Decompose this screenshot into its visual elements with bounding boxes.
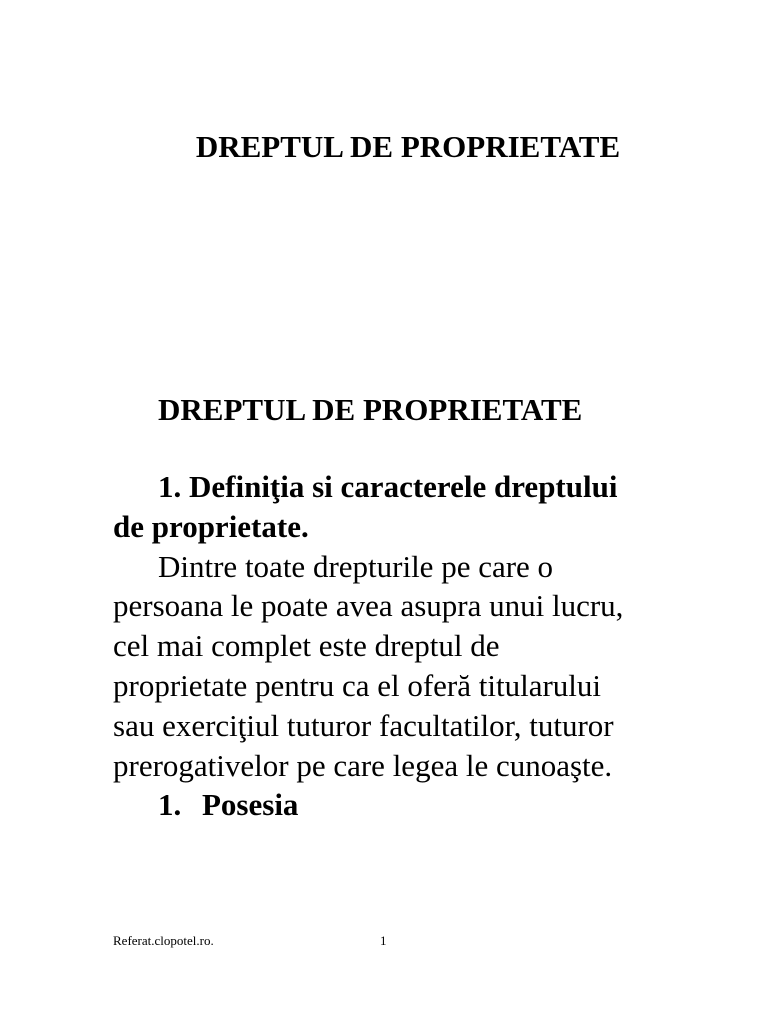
footer-page-number: 1	[380, 933, 387, 948]
list-item-number: 1.	[158, 787, 182, 823]
cover-title: DREPTUL DE PROPRIETATE	[195, 129, 621, 164]
paragraph-line: cel mai complet este dreptul de	[113, 628, 500, 664]
footer-source: Referat.clopotel.ro.	[113, 933, 214, 948]
paragraph-line: persoana le poate avea asupra unui lucru,	[113, 588, 624, 624]
paragraph-line: sau exerciţiul tuturor facultatilor, tuturor	[113, 707, 614, 743]
list-item-posesia	[113, 785, 658, 825]
heading-definition-line-2: de proprietate.	[113, 508, 309, 544]
paragraph-line: prerogativelor pe care legea le cunoaşte.	[113, 747, 613, 783]
section-title: DREPTUL DE PROPRIETATE	[158, 392, 583, 427]
paragraph-line: Dintre toate drepturile pe care o	[158, 548, 554, 584]
list-item-label: Posesia	[202, 787, 299, 823]
heading-definition-line-1: 1. Definiţia si caracterele dreptului	[158, 469, 618, 504]
paragraph-line: proprietate pentru ca el oferă titularului	[113, 667, 602, 703]
document-body	[113, 467, 658, 825]
